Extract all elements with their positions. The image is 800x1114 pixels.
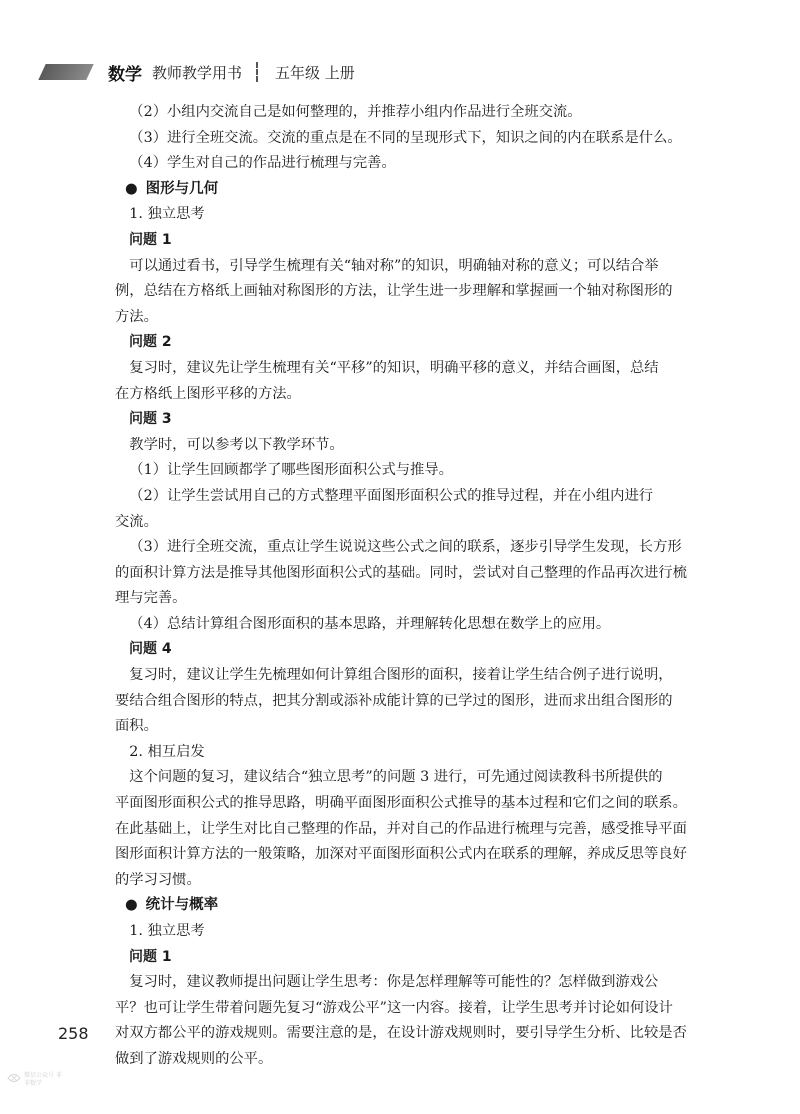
paragraph-line: （4）总结计算组合图形面积的基本思路，并理解转化思想在数学上的应用。 — [129, 615, 611, 632]
section-heading — [115, 177, 727, 203]
bullet-icon: ● — [125, 180, 138, 197]
text-line: 例，总结在方格纸上画轴对称图形的方法，让学生进一步理解和掌握画一个轴对称图形的 — [115, 283, 673, 300]
text-line: 对双方都公平的游戏规则。需要注意的是，在设计游戏规则时，要引导学生分析、比较是否 — [115, 1025, 687, 1042]
paragraph-line: 1. 独立思考 — [129, 206, 205, 223]
text-line: 要结合组合图形的特点，把其分割或添补成能计算的已学过的图形，进而求出组合图形的 — [115, 692, 673, 709]
text-line: 平？也可让学生带着问题先复习“游戏公平”这一内容。接着，让学生思考并讨论如何设计 — [115, 999, 673, 1016]
paragraph-line: （3）进行全班交流，重点让学生说说这些公式之间的联系，逐步引导学生发现，长方形 — [129, 539, 682, 556]
section-heading — [115, 893, 727, 919]
paragraph-line: （2）让学生尝试用自己的方式整理平面图形面积公式的推导过程，并在小组内进行 — [129, 487, 654, 504]
section-heading-text: 图形与几何 — [145, 180, 219, 197]
text-line: 在方格纸上图形平移的方法。 — [115, 385, 301, 402]
header-title — [108, 60, 355, 84]
paragraph-line: 复习时，建议先让学生梳理有关“平移”的知识，明确平移的意义，并结合画图，总结 — [129, 359, 659, 376]
page-body — [115, 100, 727, 1073]
header-grade: 五年级 上册 — [275, 63, 355, 82]
paragraph-line: （1）让学生回顾都学了哪些图形面积公式与推导。 — [129, 462, 453, 479]
question-heading: 问题 2 — [129, 334, 172, 351]
text-line: 平面图形面积公式的推导思路，明确平面图形面积公式推导的基本过程和它们之间的联系。 — [115, 795, 687, 812]
text-line: 理与完善。 — [115, 590, 187, 607]
watermark — [6, 1066, 66, 1102]
text-line: 在此基础上，让学生对比自己整理的作品，并对自己的作品进行梳理与完善，感受推导平面 — [115, 820, 687, 837]
paragraph-line: 教学时，可以参考以下教学环节。 — [129, 436, 344, 453]
text-line: 交流。 — [115, 513, 158, 530]
paragraph-line: 2. 相互启发 — [129, 743, 205, 760]
text-line: 图形面积计算方法的一般策略，加深对平面图形面积公式内在联系的理解，养成反思等良好 — [115, 846, 687, 863]
header-subject: 数学 — [108, 64, 142, 85]
paragraph-line: （3）进行全班交流。交流的重点是在不同的呈现形式下，知识之间的内在联系是什么。 — [129, 129, 682, 146]
question-heading: 问题 3 — [129, 411, 172, 428]
paragraph-line: 复习时，建议教师提出问题让学生思考：你是怎样理解等可能性的？怎样做到游戏公 — [129, 974, 659, 991]
page-header — [0, 58, 800, 88]
section-heading-text: 统计与概率 — [145, 897, 219, 914]
text-line: 面积。 — [115, 718, 158, 735]
header-book: 教师教学用书 — [152, 63, 243, 82]
paragraph-line: （2）小组内交流自己是如何整理的，并推荐小组内作品进行全班交流。 — [129, 104, 582, 120]
text-line: 做到了游戏规则的公平。 — [115, 1050, 273, 1067]
watermark-text: 微信公众号 非非数学 — [24, 1072, 62, 1087]
bullet-icon: ● — [125, 897, 138, 914]
paragraph-line: 可以通过看书，引导学生梳理有关“轴对称”的知识，明确轴对称的意义；可以结合举 — [129, 257, 659, 274]
header-decoration-bar — [38, 64, 93, 80]
paragraph-line: （4）学生对自己的作品进行梳理与完善。 — [129, 155, 396, 172]
watermark-logo-icon — [6, 1070, 22, 1086]
text-line: 方法。 — [115, 308, 158, 325]
question-heading: 问题 4 — [129, 641, 172, 658]
question-heading: 问题 1 — [129, 948, 172, 965]
text-line: 的学习习惯。 — [115, 871, 201, 888]
question-heading: 问题 1 — [129, 231, 172, 248]
paragraph-line: 这个问题的复习，建议结合“独立思考”的问题 3 进行，可先通过阅读教科书所提供的 — [129, 769, 663, 786]
header-separator — [256, 62, 261, 82]
paragraph-line: 1. 独立思考 — [129, 923, 205, 939]
page-number: 258 — [58, 1024, 89, 1043]
paragraph-line: 复习时，建议让学生先梳理如何计算组合图形的面积，接着让学生结合例子进行说明， — [129, 667, 673, 684]
text-line: 的面积计算方法是推导其他图形面积公式的基础。同时，尝试对自己整理的作品再次进行梳 — [115, 564, 687, 581]
